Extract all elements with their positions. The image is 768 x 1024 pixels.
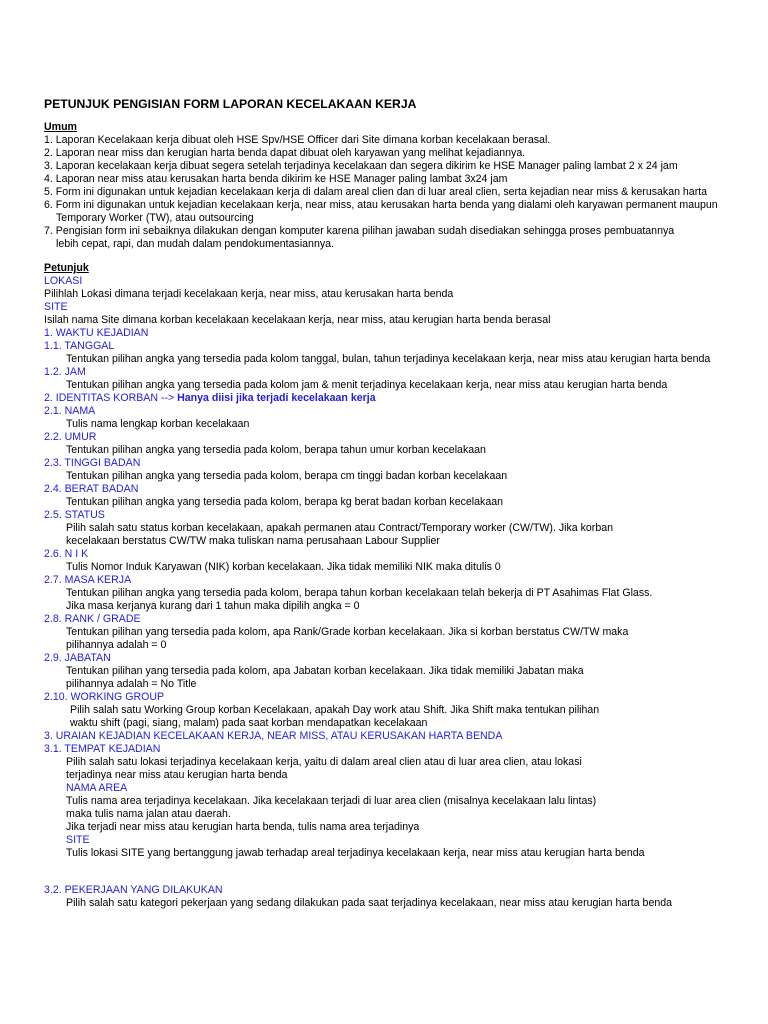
section-note: Hanya diisi jika terjadi kecelakaan kerja (174, 392, 376, 404)
subsection-heading: 2.6. N I K (44, 548, 89, 560)
instruction-text: kecelakaan berstatus CW/TW maka tuliskan nama perusahaan Labour Supplier (66, 535, 440, 547)
instruction-text: Pilih salah satu status korban kecelakaan, apakah permanen atau Contract/Temporary worker (CW/TW). Jika korban (66, 522, 613, 534)
instruction-text: Tentukan pilihan angka yang tersedia pada kolom jam & menit terjadinya kecelakaan kerja, near miss atau kerugian harta benda (66, 379, 668, 391)
instruction-text: Pilih salah satu kategori pekerjaan yang sedang dilakukan pada saat terjadinya kecelakaan, near miss atau kerugian harta benda (66, 897, 673, 909)
petunjuk-heading: Petunjuk (44, 262, 89, 274)
instruction-text: Tentukan pilihan angka yang tersedia pada kolom, berapa kg berat badan korban kecelakaan (66, 496, 504, 508)
instruction-text: Tentukan pilihan yang tersedia pada kolom, apa Jabatan korban kecelakaan. Jika tidak memiliki Jabatan maka (66, 665, 584, 677)
section-heading (44, 392, 764, 405)
document-title: PETUNJUK PENGISIAN FORM LAPORAN KECELAKAAN KERJA (44, 97, 417, 111)
instruction-text: maka tulis nama jalan atau daerah. (66, 808, 231, 820)
instruction-text: Pilih salah satu Working Group korban Kecelakaan, apakah Day work atau Shift. Jika Shift maka tentukan pilihan (70, 704, 600, 716)
instruction-text: Jika masa kerjanya kurang dari 1 tahun maka dipilih angka = 0 (66, 600, 360, 612)
instruction-text: pilihannya adalah = 0 (66, 639, 167, 651)
umum-item: 5. Form ini digunakan untuk kejadian kecelakaan kerja di dalam areal clien dan di luar areal clien, serta kejadian near miss & kerusakan harta (44, 186, 708, 198)
subsection-heading: 2.2. UMUR (44, 431, 97, 443)
subsection-heading: 2.8. RANK / GRADE (44, 613, 141, 625)
instruction-text: Tentukan pilihan angka yang tersedia pada kolom tanggal, bulan, tahun terjadinya kecelakaan kerja, near miss atau kerugian harta benda (66, 353, 711, 365)
section-heading: SITE (44, 301, 68, 313)
instruction-text: terjadinya near miss atau kerugian harta benda (66, 769, 288, 781)
instruction-text: Tulis Nomor Induk Karyawan (NIK) korban kecelakaan. Jika tidak memiliki NIK maka ditulis 0 (66, 561, 501, 573)
instruction-text: Tulis lokasi SITE yang bertanggung jawab terhadap areal terjadinya kecelakaan kerja, near miss atau kerugian harta benda (66, 847, 645, 859)
umum-item: 2. Laporan near miss dan kerugian harta benda dapat dibuat oleh karyawan yang melihat kejadiannya. (44, 147, 526, 159)
instruction-text: waktu shift (pagi, siang, malam) pada saat korban mendapatkan kecelakaan (70, 717, 428, 729)
umum-item: 7. Pengisian form ini sebaiknya dilakukan dengan komputer karena pilihan jawaban sudah disediakan sehingga proses pembuatannya (44, 225, 675, 237)
subsection-heading: 2.1. NAMA (44, 405, 96, 417)
subsection-heading: 2.3. TINGGI BADAN (44, 457, 141, 469)
instruction-text: Tulis nama area terjadinya kecelakaan. Jika kecelakaan terjadi di luar area clien (misalnya kecelakaan lalu lintas) (66, 795, 597, 807)
subsection-heading: 3.2. PEKERJAAN YANG DILAKUKAN (44, 884, 223, 896)
subsection-heading: 2.4. BERAT BADAN (44, 483, 139, 495)
subsection-heading: 2.7. MASA KERJA (44, 574, 132, 586)
instruction-text: Tentukan pilihan yang tersedia pada kolom, apa Rank/Grade korban kecelakaan. Jika si korban berstatus CW/TW maka (66, 626, 629, 638)
umum-item: 6. Form ini digunakan untuk kejadian kecelakaan kerja, near miss, atau kerusakan harta benda yang dialami oleh karyawan permanent maupun (44, 199, 718, 211)
instruction-text: Pilih salah satu lokasi terjadinya kecelakaan kerja, yaitu di dalam areal clien atau di luar area clien, atau lokasi (66, 756, 582, 768)
section-heading: 1. WAKTU KEJADIAN (44, 327, 149, 339)
subsection-heading: 1.1. TANGGAL (44, 340, 115, 352)
instruction-text: pilihannya adalah = No Title (66, 678, 197, 690)
umum-item: 3. Laporan kecelakaan kerja dibuat segera setelah terjadinya kecelakaan dan segera dikirim ke HSE Manager paling lambat 2 x 24 jam (44, 160, 678, 172)
instruction-text: Tulis nama lengkap korban kecelakaan (66, 418, 250, 430)
umum-item-continued: lebih cepat, rapi, dan mudah dalam pendokumentasiannya. (56, 238, 334, 250)
subsection-heading: 2.10. WORKING GROUP (44, 691, 165, 703)
field-heading: NAMA AREA (66, 782, 128, 794)
instruction-text: Jika terjadi near miss atau kerugian harta benda, tulis nama area terjadinya (66, 821, 420, 833)
instruction-text: Isilah nama Site dimana korban kecelakaan kecelakaan kerja, near miss, atau kerugian harta benda berasal (44, 314, 551, 326)
umum-item: 1. Laporan Kecelakaan kerja dibuat oleh HSE Spv/HSE Officer dari Site dimana korban kecelakaan berasal. (44, 134, 551, 146)
section-heading-text: 2. IDENTITAS KORBAN --> (44, 392, 175, 404)
umum-item-continued: Temporary Worker (TW), atau outsourcing (56, 212, 254, 224)
section-heading: 3. URAIAN KEJADIAN KECELAKAAN KERJA, NEAR MISS, ATAU KERUSAKAN HARTA BENDA (44, 730, 503, 742)
section-heading: LOKASI (44, 275, 83, 287)
umum-item: 4. Laporan near miss atau kerusakan harta benda dikirim ke HSE Manager paling lambat 3x24 jam (44, 173, 508, 185)
instruction-text: Tentukan pilihan angka yang tersedia pada kolom, berapa tahun korban kecelakaan telah bekerja di PT Asahimas Flat Glass. (66, 587, 653, 599)
umum-heading: Umum (44, 121, 77, 133)
field-heading: SITE (66, 834, 90, 846)
subsection-heading: 1.2. JAM (44, 366, 86, 378)
subsection-heading: 2.5. STATUS (44, 509, 105, 521)
subsection-heading: 2.9. JABATAN (44, 652, 111, 664)
subsection-heading: 3.1. TEMPAT KEJADIAN (44, 743, 161, 755)
instruction-text: Tentukan pilihan angka yang tersedia pada kolom, berapa cm tinggi badan korban kecelakaan (66, 470, 508, 482)
instruction-text: Pilihlah Lokasi dimana terjadi kecelakaan kerja, near miss, atau kerusakan harta benda (44, 288, 454, 300)
instruction-text: Tentukan pilihan angka yang tersedia pada kolom, berapa tahun umur korban kecelakaan (66, 444, 486, 456)
